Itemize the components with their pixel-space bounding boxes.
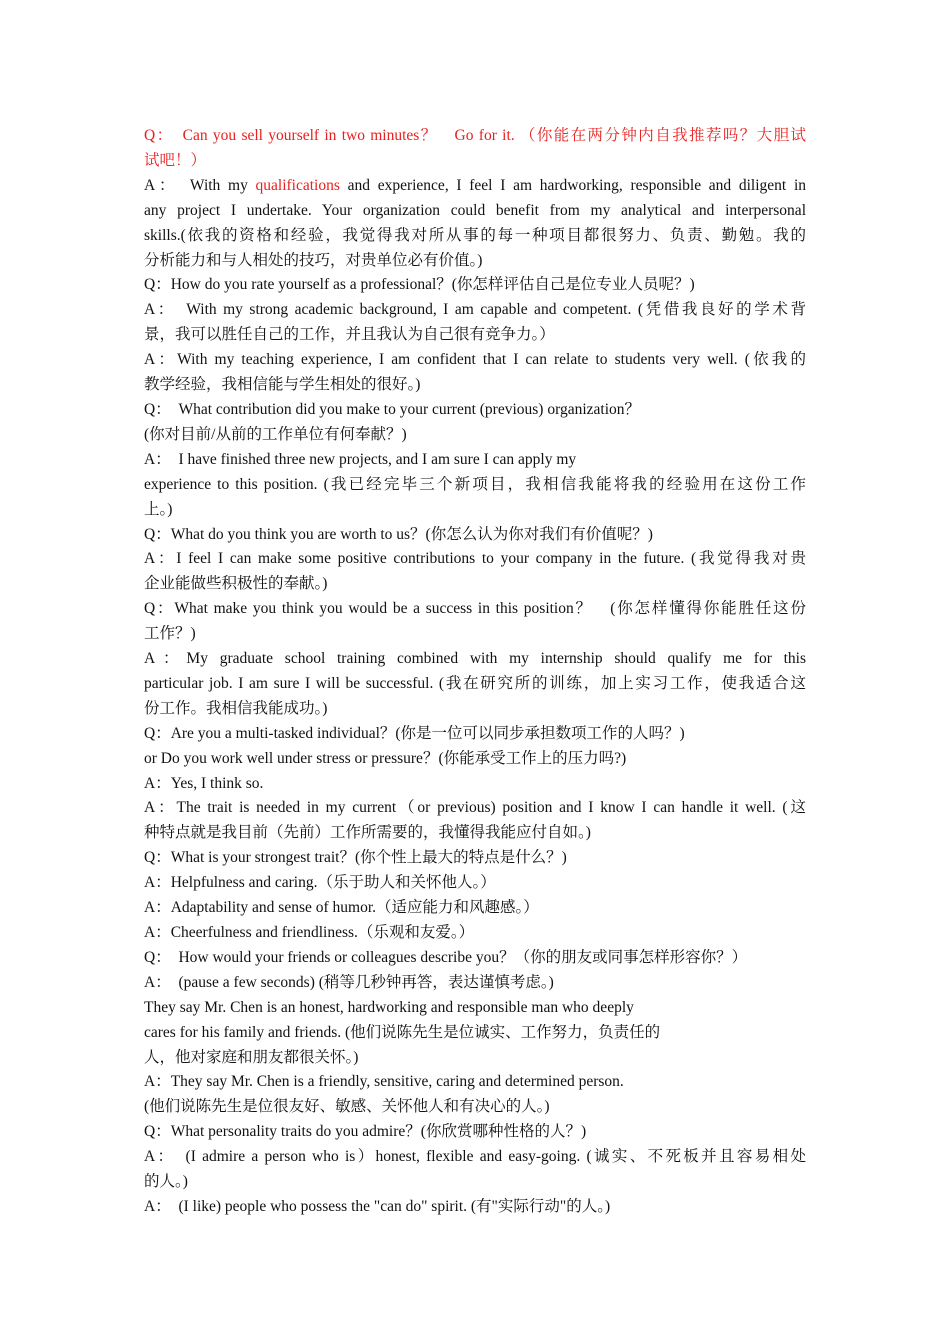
answer-line: A：They say Mr. Chen is a friendly, sensitive, caring and determined person.: [144, 1073, 624, 1091]
answer-line: experience to this position. (我已经完毕三个新项目，我相信我能将我的经验用在这份工作: [144, 475, 806, 493]
answer-line: A：My graduate school training combined with my internship should qualify me for this: [144, 650, 806, 668]
answer-line: 人，他对家庭和朋友都很关怀。): [144, 1048, 359, 1066]
document-page: [144, 124, 806, 1220]
question-line: Q：How do you rate yourself as a professional？(你怎样评估自己是位专业人员呢？): [144, 276, 695, 294]
answer-line: A：Adaptability and sense of humor.（适应能力和风趣感。）: [144, 899, 539, 917]
question-line: Q： What contribution did you make to your current (previous) organization？: [144, 400, 641, 418]
question-line: Q：What personality traits do you admire？(你欣赏哪种性格的人？): [144, 1123, 587, 1141]
highlighted-word: qualifications: [255, 176, 340, 194]
answer-line: A： With my strong academic background, I am capable and competent. (凭借我良好的学术背: [144, 301, 806, 319]
answer-line: 上。): [144, 500, 173, 518]
answer-line: A：I feel I can make some positive contributions to your company in the future. (我觉得我对贵: [144, 550, 806, 568]
question-line: Q：Are you a multi-tasked individual？(你是一位可以同步承担数项工作的人吗？): [144, 724, 685, 742]
question-line: Q：What is your strongest trait？(你个性上最大的特点是什么？): [144, 849, 567, 867]
answer-line: cares for his family and friends. (他们说陈先生是位诚实、工作努力，负责任的: [144, 1023, 661, 1041]
question-line: 工作？): [144, 625, 196, 643]
question-line: Q： Can you sell yourself in two minutes？ Go for it. （你能在两分钟内自我推荐吗？大胆试: [144, 127, 806, 144]
answer-line: A： (pause a few seconds) (稍等几秒钟再答，表达谨慎考虑。): [144, 973, 554, 991]
question-line: (你对目前/从前的工作单位有何奉献？): [144, 425, 407, 443]
answer-line: 企业能做些积极性的奉献。): [144, 575, 328, 593]
answer-text: and experience, I feel I am hardworking, responsible and diligent in: [339, 176, 806, 194]
answer-line: 种特点就是我目前（先前）工作所需要的，我懂得我能应付自如。): [144, 824, 591, 842]
answer-line: particular job. I am sure I will be successful. (我在研究所的训练，加上实习工作，使我适合这: [144, 674, 806, 692]
answer-line: any project I undertake. Your organization could benefit from my analytical and interpersonal: [144, 201, 806, 219]
answer-line: A： (I admire a person who is）honest, flexible and easy-going. (诚实、不死板并且容易相处: [144, 1148, 806, 1166]
answer-line: They say Mr. Chen is an honest, hardworking and responsible man who deeply: [144, 998, 634, 1016]
answer-line: (他们说陈先生是位很友好、敏感、关怀他人和有决心的人。): [144, 1098, 550, 1116]
question-line: Q： How would your friends or colleagues describe you？（你的朋友或同事怎样形容你？）: [144, 948, 748, 966]
answer-line: A：With my teaching experience, I am confident that I can relate to students very well. (依我的: [144, 351, 806, 369]
answer-line: A： (I like) people who possess the "can do" spirit. (有"实际行动"的人。): [144, 1197, 611, 1215]
answer-text: A： With my: [144, 176, 256, 194]
answer-line: [144, 174, 806, 199]
answer-line: A：Cheerfulness and friendliness.（乐观和友爱。）: [144, 924, 475, 941]
answer-line: A：Helpfulness and caring.（乐于助人和关怀他人。）: [144, 874, 496, 892]
answer-line: 教学经验，我相信能与学生相处的很好。): [144, 376, 421, 394]
answer-line: A： I have finished three new projects, and I am sure I can apply my: [144, 450, 577, 468]
question-line: Q：What make you think you would be a success in this position？ (你怎样懂得你能胜任这份: [144, 600, 806, 618]
question-line: Q：What do you think you are worth to us？(你怎么认为你对我们有价值呢？): [144, 525, 653, 543]
question-line: 试吧！）: [144, 151, 207, 169]
question-line: or Do you work well under stress or pressure？(你能承受工作上的压力吗?): [144, 749, 627, 767]
answer-line: 分析能力和与人相处的技巧，对贵单位必有价值。): [144, 251, 483, 269]
answer-line: A：The trait is needed in my current（or previous) position and I know I can handle it well. (这: [144, 799, 806, 817]
answer-line: 景，我可以胜任自己的工作，并且我认为自己很有竞争力。）: [144, 326, 555, 344]
answer-line: 的人。): [144, 1173, 188, 1191]
answer-line: A：Yes, I think so.: [144, 774, 264, 792]
answer-line: skills.(依我的资格和经验，我觉得我对所从事的每一种项目都很努力、负责、勤勉。我的: [144, 226, 806, 244]
answer-line: 份工作。我相信我能成功。): [144, 699, 328, 717]
